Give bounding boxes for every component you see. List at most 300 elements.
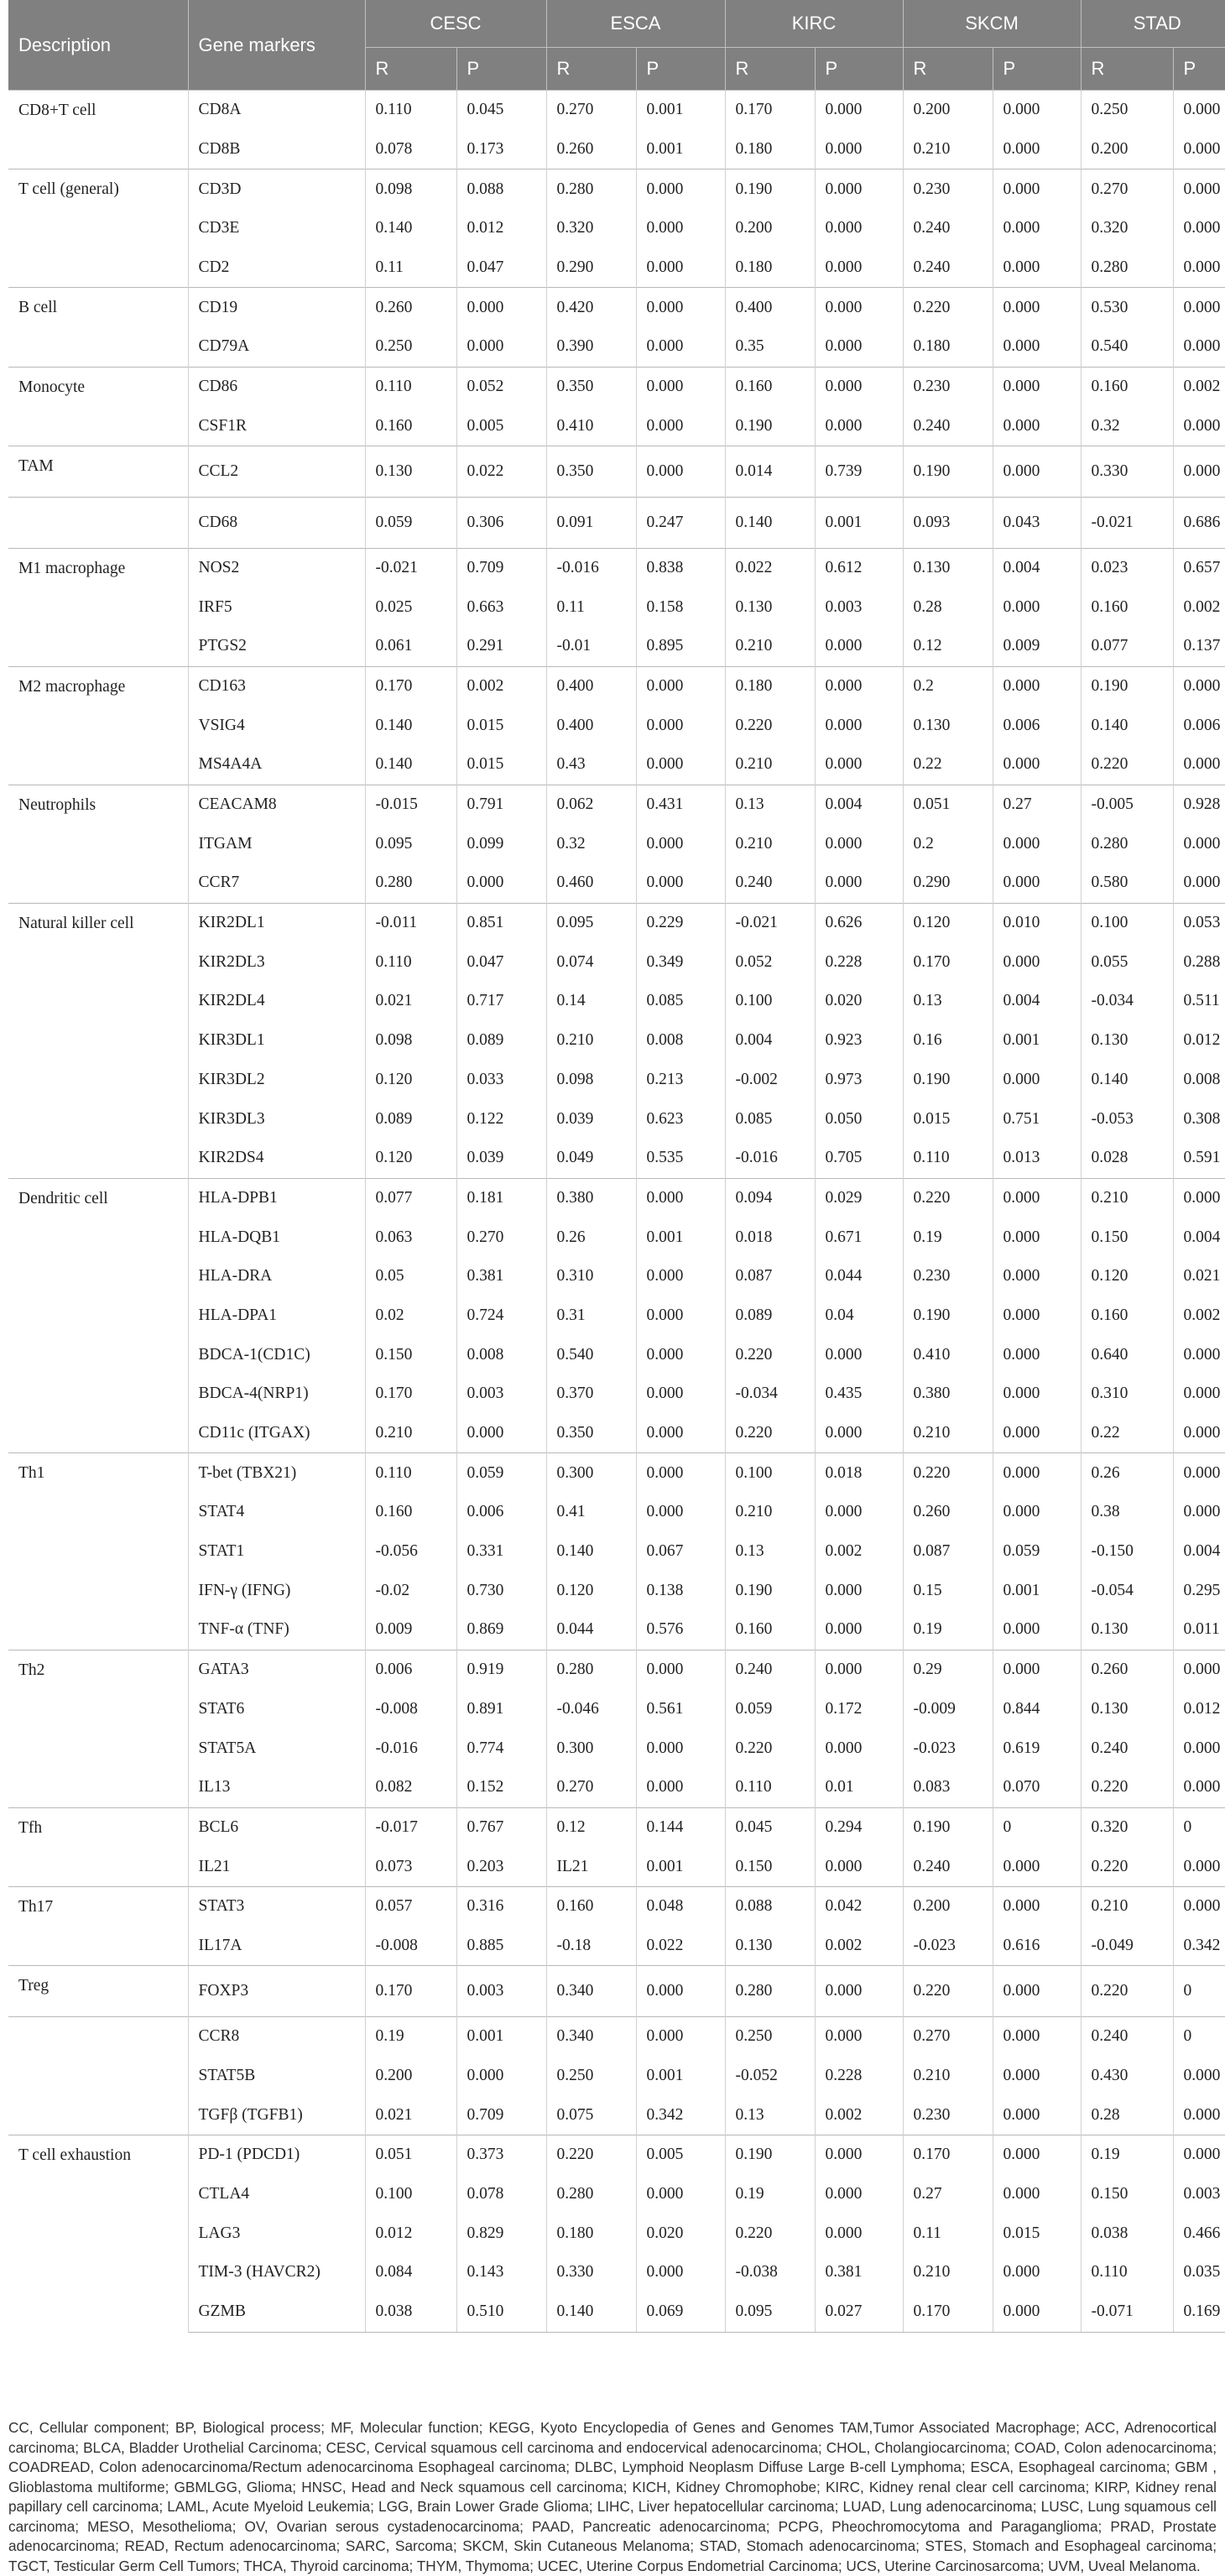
cell-stad-r: 0.210 xyxy=(1081,1886,1173,1926)
cell-kirc-p: 0.000 xyxy=(815,2175,903,2214)
cell-stad-r: 0.19 xyxy=(1081,2135,1173,2175)
cell-gene-marker: GATA3 xyxy=(188,1650,365,1689)
table-row xyxy=(8,1374,1225,1414)
table-row xyxy=(8,745,1225,785)
cell-stad-p: 0.000 xyxy=(1173,288,1225,327)
cell-skcm-r: 0.210 xyxy=(903,2057,993,2096)
cell-gene-marker: STAT3 xyxy=(188,1886,365,1926)
cell-cesc-r: 0.051 xyxy=(365,2135,456,2175)
header-r: R xyxy=(1081,48,1173,91)
cell-skcm-p: 0.000 xyxy=(993,1847,1081,1886)
table-row xyxy=(8,1021,1225,1061)
cell-esca-r: IL21 xyxy=(546,1847,636,1886)
cell-esca-p: 0.000 xyxy=(636,1178,725,1218)
cell-stad-p: 0.169 xyxy=(1173,2292,1225,2332)
table-row xyxy=(8,942,1225,982)
cell-cesc-p: 0.919 xyxy=(456,1650,546,1689)
cell-esca-r: 0.32 xyxy=(546,824,636,863)
cell-esca-r: 0.180 xyxy=(546,2214,636,2253)
cell-esca-r: 0.062 xyxy=(546,785,636,824)
cell-gene-marker: CCR8 xyxy=(188,2017,365,2057)
cell-kirc-r: 0.045 xyxy=(725,1807,815,1847)
cell-gene-marker: TGFβ (TGFB1) xyxy=(188,2095,365,2135)
cell-esca-r: 0.039 xyxy=(546,1099,636,1139)
cell-cesc-p: 0.510 xyxy=(456,2292,546,2332)
cell-stad-p: 0.000 xyxy=(1183,1778,1221,1796)
cell-gene-marker: VSIG4 xyxy=(188,706,365,745)
cell-esca-p: 0.342 xyxy=(636,2095,725,2135)
cell-stad-p: 0 xyxy=(1173,1807,1225,1847)
cell-skcm-r: -0.023 xyxy=(903,1927,993,1966)
cell-kirc-p: 0.294 xyxy=(815,1807,903,1847)
cell-kirc-p: 0.018 xyxy=(815,1453,903,1493)
cell-cesc-p: 0.001 xyxy=(456,2017,546,2057)
cell-esca-p: 0.069 xyxy=(636,2292,725,2332)
cell-esca-r: 0.460 xyxy=(546,863,636,903)
cell-stad-r: -0.053 xyxy=(1081,1099,1173,1139)
cell-gene-marker: BDCA-4(NRP1) xyxy=(188,1374,365,1414)
cell-skcm-r: 0.180 xyxy=(903,327,993,367)
header-p: P xyxy=(993,48,1081,91)
cell-stad-r: 0.280 xyxy=(1081,248,1173,288)
cell-kirc-r: 0.220 xyxy=(725,1335,815,1374)
cell-cesc-p: 0.088 xyxy=(456,169,546,209)
cell-stad-r: 0.220 xyxy=(1081,745,1173,785)
cell-stad-p: 0.657 xyxy=(1173,548,1225,587)
cell-esca-r: -0.01 xyxy=(546,627,636,666)
cell-esca-p: 0.000 xyxy=(636,1966,725,2017)
cell-skcm-p: 0.010 xyxy=(993,903,1081,942)
cell-stad-p: 0.000 xyxy=(1183,258,1221,277)
cell-esca-r: 0.350 xyxy=(546,1414,636,1453)
cell-esca-p: 0.085 xyxy=(636,982,725,1021)
table-body xyxy=(8,91,1225,2333)
cell-kirc-r: 0.088 xyxy=(725,1886,815,1926)
cell-gene-marker: CD11c (ITGAX) xyxy=(188,1414,365,1453)
cell-skcm-r: 0.190 xyxy=(903,1296,993,1336)
cell-stad-r: 0.28 xyxy=(1081,2095,1173,2135)
cell-gene-marker: BDCA-1(CD1C) xyxy=(188,1335,365,1374)
cell-esca-r: -0.046 xyxy=(546,1690,636,1729)
cell-skcm-p: 0.000 xyxy=(993,327,1081,367)
cell-gene-marker: STAT6 xyxy=(188,1690,365,1729)
cell-kirc-p: 0.000 xyxy=(815,367,903,406)
cell-skcm-p: 0.000 xyxy=(993,1178,1081,1218)
table-row xyxy=(8,1257,1225,1296)
cell-esca-p: 0.000 xyxy=(636,248,725,288)
cell-skcm-r: 0.190 xyxy=(903,446,993,498)
cell-cesc-r: -0.016 xyxy=(365,1729,456,1768)
cell-kirc-r: 0.004 xyxy=(725,1021,815,1061)
cell-esca-p: 0.000 xyxy=(636,706,725,745)
cell-cesc-r: 0.160 xyxy=(365,407,456,446)
table-row xyxy=(8,1139,1225,1178)
cell-stad-p: 0.000 xyxy=(1173,446,1225,498)
header-r: R xyxy=(546,48,636,91)
cell-cesc-p: 0.709 xyxy=(456,2095,546,2135)
cell-kirc-p: 0.050 xyxy=(815,1099,903,1139)
table-row xyxy=(8,1493,1225,1532)
cell-esca-p: 0.000 xyxy=(636,1650,725,1689)
table-row xyxy=(8,587,1225,627)
footnote: CC, Cellular component; BP, Biological process; MF, Molecular function; KEGG, Kyoto Encyclopedia of Genes and Genomes TAM,Tumor Associated Macrophage; ACC, Adrenocortical carcinoma; BLCA, Bladder Urothelial Carcinoma; CESC, Cervical squamous cell carcinoma and endocervical adenocarcinoma; CHOL, Cholangiocarcinoma; COAD, Colon adenocarcinoma; COADREAD, Colon adenocarcinoma/Rectum adenocarcinoma Esophageal carcinoma; DLBC, Lymphoid Neoplasm Diffuse Large B-cell Lymphoma; ESCA, Esophageal carcinoma; GBM , Glioblastoma multiforme; GBMLGG, Glioma; HNSC, Head and Neck squamous cell carcinoma; KICH, Kidney Chromophobe; KIRC, Kidney renal clear cell carcinoma; KIRP, Kidney renal papillary cell carcinoma; LAML, Acute Myeloid Leukemia; LGG, Brain Lower Grade Glioma; LIHC, Liver hepatocellular carcinoma; LUAD, Lung adenocarcinoma; LUSC, Lung squamous cell carcinoma; MESO, Mesothelioma; OV, Ovarian serous cystadenocarcinoma; PAAD, Pancreatic adenocarcinoma; PCPG, Pheochromocytoma and Paraganglioma; PRAD, Prostate adenocarcinoma; READ, Rectum adenocarcinoma; SARC, Sarcoma; SKCM, Skin Cutaneous Melanoma; STAD, Stomach adenocarcinoma; STES, Stomach and Esophageal carcinoma; TGCT, Testicular Germ Cell Tumors; THCA, Thyroid carcinoma; THYM, Thymoma; UCEC, Uterine Corpus Endometrial Carcinoma; UCS, Uterine Carcinosarcoma; UVM, Uveal Melanoma. xyxy=(8,2419,1217,2574)
cell-cesc-p: 0.015 xyxy=(456,745,546,785)
cell-esca-p: 0.000 xyxy=(636,1414,725,1453)
cell-kirc-r: 0.220 xyxy=(725,1414,815,1453)
cell-skcm-p: 0.000 xyxy=(993,666,1081,706)
cell-cesc-p: 0.331 xyxy=(456,1532,546,1572)
cell-stad-p: 0.004 xyxy=(1183,1542,1221,1561)
cell-kirc-p: 0.228 xyxy=(815,2057,903,2096)
cell-stad-p: 0.000 xyxy=(1183,219,1221,237)
cell-gene-marker: CD2 xyxy=(188,248,365,288)
cell-kirc-p: 0.027 xyxy=(815,2292,903,2332)
cell-esca-r: 0.340 xyxy=(546,1966,636,2017)
table-row xyxy=(8,169,1225,209)
cell-stad-p: 0.295 xyxy=(1183,1581,1221,1599)
table-row xyxy=(8,1061,1225,1100)
table-row xyxy=(8,1847,1225,1886)
cell-cesc-r: -0.02 xyxy=(365,1571,456,1610)
cell-skcm-p: 0.000 xyxy=(993,2135,1081,2175)
cell-kirc-p: 0.000 xyxy=(815,824,903,863)
cell-kirc-p: 0.973 xyxy=(815,1061,903,1100)
cell-esca-r: 0.049 xyxy=(546,1139,636,1178)
cell-kirc-r: 0.35 xyxy=(725,327,815,367)
cell-esca-r: 0.270 xyxy=(546,91,636,130)
cell-kirc-r: 0.014 xyxy=(725,446,815,498)
table-row xyxy=(8,2253,1225,2292)
table-row xyxy=(8,785,1225,824)
cell-esca-p: 0.005 xyxy=(636,2135,725,2175)
cell-gene-marker: IRF5 xyxy=(188,587,365,627)
cell-kirc-r: 0.018 xyxy=(725,1218,815,1257)
cell-skcm-r: 0.220 xyxy=(903,1178,993,1218)
cell-stad-p: 0.000 xyxy=(1173,1886,1225,1926)
cell-skcm-r: 0.380 xyxy=(903,1374,993,1414)
cell-esca-r: 0.540 xyxy=(546,1335,636,1374)
cell-cesc-r: 0.02 xyxy=(365,1296,456,1336)
cell-skcm-r: -0.009 xyxy=(903,1690,993,1729)
cell-description: Natural killer cell xyxy=(8,903,188,1178)
cell-cesc-p: 0.000 xyxy=(456,288,546,327)
cell-stad-p: 0.000 xyxy=(1183,755,1221,774)
cell-cesc-r: 0.140 xyxy=(365,745,456,785)
cell-esca-r: 0.280 xyxy=(546,1650,636,1689)
cell-stad-r: 0.130 xyxy=(1081,1690,1173,1729)
cell-esca-p: 0.000 xyxy=(636,2017,725,2057)
cell-stad-r: 0.32 xyxy=(1081,407,1173,446)
cell-kirc-r: -0.038 xyxy=(725,2253,815,2292)
header-cancer-kirc: KIRC xyxy=(725,0,903,48)
cell-kirc-p: 0.000 xyxy=(815,745,903,785)
cell-kirc-p: 0.000 xyxy=(815,327,903,367)
header-p: P xyxy=(815,48,903,91)
cell-skcm-r: 0.260 xyxy=(903,1493,993,1532)
cell-stad-p: 0.003 xyxy=(1183,2185,1221,2203)
cell-esca-r: 0.400 xyxy=(546,706,636,745)
cell-stad-r: 0.150 xyxy=(1081,2175,1173,2214)
cell-cesc-p: 0.885 xyxy=(456,1927,546,1966)
cell-skcm-p: 0.001 xyxy=(993,1021,1081,1061)
cell-esca-p: 0.000 xyxy=(636,209,725,248)
cell-kirc-p: 0.002 xyxy=(815,2095,903,2135)
cell-esca-p: 0.001 xyxy=(636,91,725,130)
cell-esca-p: 0.000 xyxy=(636,446,725,498)
cell-esca-r: 0.140 xyxy=(546,2292,636,2332)
cell-skcm-p: 0.004 xyxy=(993,548,1081,587)
cell-cesc-p: 0.003 xyxy=(456,1374,546,1414)
cell-skcm-r: 0.170 xyxy=(903,2135,993,2175)
cell-esca-p: 0.000 xyxy=(636,1768,725,1807)
cell-kirc-r: 0.250 xyxy=(725,2017,815,2057)
cell-gene-marker: CEACAM8 xyxy=(188,785,365,824)
cell-cesc-r: 0.082 xyxy=(365,1768,456,1807)
cell-stad-p: 0.342 xyxy=(1183,1936,1221,1954)
cell-esca-r: 0.380 xyxy=(546,1178,636,1218)
cell-kirc-p: 0.435 xyxy=(815,1374,903,1414)
cell-cesc-p: 0.000 xyxy=(456,863,546,903)
cell-kirc-p: 0.000 xyxy=(815,1414,903,1453)
cell-cesc-p: 0.181 xyxy=(456,1178,546,1218)
table-row xyxy=(8,1690,1225,1729)
cell-kirc-p: 0.042 xyxy=(815,1886,903,1926)
cell-esca-p: 0.247 xyxy=(636,497,725,548)
cell-kirc-p: 0.626 xyxy=(815,903,903,942)
cell-stad-r: -0.005 xyxy=(1081,785,1173,824)
cell-esca-p: 0.000 xyxy=(636,169,725,209)
cell-skcm-p: 0.619 xyxy=(993,1729,1081,1768)
cell-stad-r: 0.160 xyxy=(1081,1296,1173,1336)
cell-skcm-p: 0.000 xyxy=(993,1218,1081,1257)
cell-stad-p: 0.000 xyxy=(1183,1739,1221,1757)
cell-skcm-p: 0.000 xyxy=(993,2175,1081,2214)
cell-skcm-p: 0 xyxy=(993,1807,1081,1847)
cell-cesc-p: 0.015 xyxy=(456,706,546,745)
cell-esca-r: 0.320 xyxy=(546,209,636,248)
cell-skcm-r: 0.230 xyxy=(903,169,993,209)
cell-esca-r: 0.26 xyxy=(546,1218,636,1257)
cell-kirc-r: 0.13 xyxy=(725,1532,815,1572)
table-row xyxy=(8,1296,1225,1336)
cell-stad-r: -0.071 xyxy=(1081,2292,1173,2332)
table-row xyxy=(8,548,1225,587)
cell-gene-marker: KIR3DL2 xyxy=(188,1061,365,1100)
cell-skcm-r: 0.220 xyxy=(903,1966,993,2017)
cell-kirc-p: 0.671 xyxy=(815,1218,903,1257)
cell-skcm-r: 0.110 xyxy=(903,1139,993,1178)
header-cancer-esca: ESCA xyxy=(546,0,725,48)
cell-cesc-p: 0.381 xyxy=(456,1257,546,1296)
cell-cesc-p: 0.291 xyxy=(456,627,546,666)
cell-stad-p: 0.011 xyxy=(1183,1620,1220,1639)
table-row xyxy=(8,824,1225,863)
table-row xyxy=(8,706,1225,745)
cell-cesc-r: 0.098 xyxy=(365,1021,456,1061)
cell-stad-r: -0.054 xyxy=(1081,1571,1173,1610)
cell-gene-marker: HLA-DRA xyxy=(188,1257,365,1296)
cell-stad-p: 0.288 xyxy=(1183,952,1221,971)
cell-kirc-r: 0.210 xyxy=(725,745,815,785)
cell-stad-r: 0.240 xyxy=(1081,1729,1173,1768)
header-cancer-skcm: SKCM xyxy=(903,0,1081,48)
cell-esca-r: 0.12 xyxy=(546,1807,636,1847)
cell-stad-r: 0.150 xyxy=(1081,1218,1173,1257)
cell-stad-r: 0.330 xyxy=(1081,446,1173,498)
cell-cesc-r: 0.077 xyxy=(365,1178,456,1218)
cell-cesc-r: 0.210 xyxy=(365,1414,456,1453)
cell-kirc-p: 0.000 xyxy=(815,666,903,706)
cell-kirc-r: 0.180 xyxy=(725,666,815,706)
cell-esca-p: 0.067 xyxy=(636,1532,725,1572)
cell-gene-marker: CD68 xyxy=(188,497,365,548)
cell-esca-p: 0.022 xyxy=(636,1927,725,1966)
cell-skcm-p: 0.013 xyxy=(993,1139,1081,1178)
table-row xyxy=(8,2095,1225,2135)
cell-cesc-p: 0.143 xyxy=(456,2253,546,2292)
cell-cesc-r: 0.100 xyxy=(365,2175,456,2214)
cell-gene-marker: TNF-α (TNF) xyxy=(188,1610,365,1650)
cell-esca-r: 0.310 xyxy=(546,1257,636,1296)
cell-description: Treg xyxy=(8,1966,188,2017)
cell-esca-r: 0.120 xyxy=(546,1571,636,1610)
cell-kirc-p: 0.000 xyxy=(815,863,903,903)
cell-esca-p: 0.000 xyxy=(636,1374,725,1414)
cell-stad-r: -0.034 xyxy=(1081,982,1173,1021)
cell-cesc-p: 0.270 xyxy=(456,1218,546,1257)
cell-cesc-r: 0.19 xyxy=(365,2017,456,2057)
cell-gene-marker: STAT4 xyxy=(188,1493,365,1532)
cell-esca-p: 0.000 xyxy=(636,367,725,406)
cell-esca-p: 0.001 xyxy=(636,2057,725,2096)
cell-description: Monocyte xyxy=(8,367,188,446)
cell-cesc-p: 0.052 xyxy=(456,367,546,406)
cell-description: Th17 xyxy=(8,1886,188,1965)
cell-gene-marker: CD3E xyxy=(188,209,365,248)
cell-cesc-p: 0.709 xyxy=(456,548,546,587)
cell-stad-r: 0.120 xyxy=(1081,1257,1173,1296)
cell-esca-p: 0.000 xyxy=(636,2253,725,2292)
table-row xyxy=(8,2292,1225,2332)
cell-esca-p: 0.008 xyxy=(636,1021,725,1061)
cell-stad-p: 0.511 xyxy=(1183,992,1220,1010)
cell-skcm-p: 0.000 xyxy=(993,407,1081,446)
cell-kirc-p: 0.000 xyxy=(815,1493,903,1532)
cell-stad-p: 0 xyxy=(1173,1966,1225,2017)
table-row xyxy=(8,2214,1225,2253)
cell-skcm-p: 0.000 xyxy=(993,1257,1081,1296)
cell-cesc-r: 0.084 xyxy=(365,2253,456,2292)
cell-kirc-p: 0.000 xyxy=(815,2214,903,2253)
cell-esca-r: 0.095 xyxy=(546,903,636,942)
header-cancer-cesc: CESC xyxy=(365,0,546,48)
cell-kirc-r: 0.022 xyxy=(725,548,815,587)
cell-stad-r: 0.220 xyxy=(1081,1966,1173,2017)
cell-skcm-p: 0.000 xyxy=(993,1650,1081,1689)
cell-stad-p: 0.308 xyxy=(1183,1109,1221,1128)
cell-esca-r: 0.300 xyxy=(546,1453,636,1493)
cell-stad-p: 0.000 xyxy=(1173,2135,1225,2175)
cell-skcm-r: 0.200 xyxy=(903,91,993,130)
cell-stad-p: 0.928 xyxy=(1173,785,1225,824)
cell-stad-r: 0.210 xyxy=(1081,1178,1173,1218)
cell-gene-marker: KIR3DL3 xyxy=(188,1099,365,1139)
cell-kirc-p: 0.000 xyxy=(815,248,903,288)
cell-cesc-p: 0.003 xyxy=(456,1966,546,2017)
cell-esca-p: 0.000 xyxy=(636,1296,725,1336)
cell-cesc-p: 0.152 xyxy=(456,1768,546,1807)
cell-cesc-p: 0.869 xyxy=(456,1610,546,1650)
table-row xyxy=(8,1729,1225,1768)
table-row xyxy=(8,627,1225,666)
table-row xyxy=(8,497,1225,548)
cell-skcm-p: 0.000 xyxy=(993,367,1081,406)
cell-esca-p: 0.000 xyxy=(636,824,725,863)
cell-description: TAM xyxy=(8,446,188,498)
cell-kirc-r: 0.130 xyxy=(725,1927,815,1966)
cell-cesc-p: 0.851 xyxy=(456,903,546,942)
cell-cesc-p: 0.724 xyxy=(456,1296,546,1336)
cell-esca-p: 0.000 xyxy=(636,666,725,706)
cell-cesc-r: -0.056 xyxy=(365,1532,456,1572)
cell-skcm-p: 0.000 xyxy=(993,1886,1081,1926)
cell-gene-marker: NOS2 xyxy=(188,548,365,587)
cell-esca-p: 0.000 xyxy=(636,327,725,367)
cell-kirc-r: 0.200 xyxy=(725,209,815,248)
table-row xyxy=(8,130,1225,169)
cell-skcm-p: 0.000 xyxy=(993,91,1081,130)
cell-esca-p: 0.838 xyxy=(636,548,725,587)
cell-skcm-p: 0.000 xyxy=(993,2253,1081,2292)
cell-stad-p: 0.000 xyxy=(1183,2067,1221,2085)
cell-skcm-p: 0.000 xyxy=(993,824,1081,863)
cell-stad-r: 0.270 xyxy=(1081,169,1173,209)
cell-stad-r: 0.110 xyxy=(1081,2253,1173,2292)
cell-skcm-r: 0.130 xyxy=(903,548,993,587)
header-p: P xyxy=(636,48,725,91)
cell-esca-r: 0.400 xyxy=(546,666,636,706)
cell-kirc-r: 0.210 xyxy=(725,824,815,863)
cell-esca-r: 0.370 xyxy=(546,1374,636,1414)
cell-gene-marker: STAT5B xyxy=(188,2057,365,2096)
cell-kirc-p: 0.705 xyxy=(815,1139,903,1178)
cell-gene-marker: KIR2DS4 xyxy=(188,1139,365,1178)
cell-kirc-p: 0.000 xyxy=(815,1847,903,1886)
cell-stad-r: -0.021 xyxy=(1081,497,1173,548)
table-row xyxy=(8,91,1225,130)
cell-stad-p: 0.012 xyxy=(1183,1699,1221,1718)
cell-skcm-r: 0.170 xyxy=(903,942,993,982)
cell-stad-p: 0.000 xyxy=(1183,1345,1221,1364)
cell-kirc-r: 0.190 xyxy=(725,2135,815,2175)
cell-stad-p: 0.053 xyxy=(1173,903,1225,942)
cell-cesc-r: 0.078 xyxy=(365,130,456,169)
cell-stad-r: 0.130 xyxy=(1081,1610,1173,1650)
cell-skcm-p: 0.751 xyxy=(993,1099,1081,1139)
cell-cesc-p: 0.047 xyxy=(456,248,546,288)
cell-gene-marker: HLA-DPA1 xyxy=(188,1296,365,1336)
cell-cesc-p: 0.059 xyxy=(456,1453,546,1493)
cell-skcm-r: 0.230 xyxy=(903,1257,993,1296)
cell-cesc-r: 0.009 xyxy=(365,1610,456,1650)
cell-kirc-p: 0.000 xyxy=(815,1335,903,1374)
cell-kirc-p: 0.04 xyxy=(815,1296,903,1336)
cell-skcm-r: 0.240 xyxy=(903,248,993,288)
cell-cesc-r: 0.061 xyxy=(365,627,456,666)
cell-cesc-r: 0.260 xyxy=(365,288,456,327)
cell-esca-p: 0.561 xyxy=(636,1690,725,1729)
cell-kirc-p: 0.01 xyxy=(815,1768,903,1807)
